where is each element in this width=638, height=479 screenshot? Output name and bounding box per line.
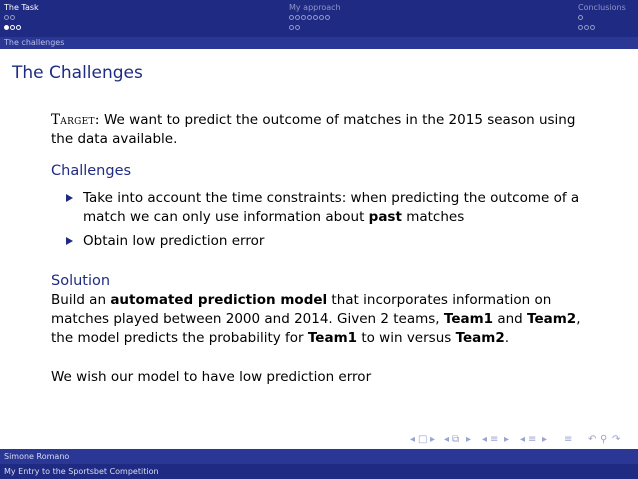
navigation-symbols [410, 433, 632, 447]
nav-slide-dots-row [289, 15, 341, 23]
footer-author: Simone Romano [4, 452, 70, 461]
nav-subsection-right-icon[interactable]: ▸ [466, 434, 472, 445]
nav-slide-dot[interactable] [10, 15, 15, 20]
solution-emphasis: Team1 [307, 330, 358, 346]
nav-doc-right-icon[interactable]: ▸ [542, 434, 548, 445]
bullet-triangle-icon [66, 237, 73, 245]
solution-emphasis: Team2 [527, 311, 577, 327]
nav-section-the-task[interactable] [4, 3, 39, 33]
target-label: Target: [51, 112, 100, 128]
solution-paragraph [51, 291, 601, 348]
nav-section-icon[interactable]: ≡ [490, 434, 499, 445]
solution-text: , the model predicts the probability for [51, 311, 581, 346]
nav-slide-dot[interactable] [295, 25, 300, 30]
section-navigation-bar [0, 0, 638, 37]
nav-slide-dot[interactable] [4, 15, 9, 20]
slide-content [51, 111, 601, 387]
nav-section-right-icon[interactable]: ▸ [504, 434, 510, 445]
subsection-bar [0, 37, 638, 49]
nav-section-conclusions[interactable] [578, 3, 626, 33]
nav-slide-dot[interactable] [10, 25, 15, 30]
nav-slide-dot[interactable] [289, 25, 294, 30]
list-item [51, 189, 601, 227]
solution-text: and [493, 311, 528, 327]
nav-slide-dots-row [578, 25, 626, 33]
challenges-heading: Challenges [51, 163, 132, 179]
nav-section-title[interactable]: Conclusions [578, 3, 626, 12]
solution-text: to win versus [357, 330, 456, 346]
target-paragraph [51, 111, 601, 149]
nav-slide-dots-row [4, 15, 39, 23]
nav-slide-dot[interactable] [578, 25, 583, 30]
solution-heading: Solution [51, 273, 111, 289]
nav-frame-right-icon[interactable]: ▸ [430, 434, 436, 445]
nav-doc-left-icon[interactable]: ◂ [520, 434, 526, 445]
nav-slide-dot[interactable] [301, 15, 306, 20]
nav-back-icon[interactable]: ↶ [588, 434, 597, 445]
nav-slide-dot[interactable] [578, 15, 583, 20]
nav-slide-dots-row [289, 25, 341, 33]
list-item-text: matches [401, 209, 465, 225]
nav-doc-icon[interactable]: ≡ [528, 434, 537, 445]
closing-statement: We wish our model to have low prediction error [51, 369, 372, 385]
nav-forward-icon[interactable]: ↷ [612, 434, 621, 445]
solution-emphasis: automated prediction model [110, 292, 328, 308]
nav-section-title[interactable]: The Task [4, 3, 39, 12]
solution-text: . [504, 330, 510, 346]
frame-title: The Challenges [12, 63, 143, 83]
nav-search-icon[interactable]: ⚲ [600, 434, 608, 445]
nav-slide-dots-row [4, 25, 39, 33]
list-item-text: Take into account the time constraints: when predicting the outcome of a match we can only use information about [83, 190, 580, 225]
nav-slide-dots-row [578, 15, 626, 23]
nav-section-my-approach[interactable] [289, 3, 341, 33]
challenges-list [51, 189, 601, 251]
footer-talk-title: My Entry to the Sportsbet Competition [4, 467, 159, 476]
nav-slide-dot[interactable] [307, 15, 312, 20]
nav-slide-dot[interactable] [325, 15, 330, 20]
list-item-emphasis: past [368, 209, 402, 225]
nav-frame-left-icon[interactable]: ◂ [410, 434, 416, 445]
nav-current-slide-dot[interactable] [4, 25, 9, 30]
nav-subsection-icon[interactable]: ⧉ [452, 434, 460, 445]
subsection-title[interactable]: The challenges [4, 38, 65, 47]
nav-section-title[interactable]: My approach [289, 3, 341, 12]
nav-slide-dot[interactable] [590, 25, 595, 30]
nav-slide-dot[interactable] [289, 15, 294, 20]
solution-text: Build an [51, 292, 111, 308]
target-text: We want to predict the outcome of matches in the 2015 season using the data available. [51, 112, 576, 147]
nav-frame-icon[interactable]: □ [418, 434, 428, 445]
footer-author-bar [0, 449, 638, 464]
nav-subsection-left-icon[interactable]: ◂ [444, 434, 450, 445]
nav-align-icon[interactable]: ≡ [564, 434, 573, 445]
nav-slide-dot[interactable] [584, 25, 589, 30]
solution-emphasis: Team2 [455, 330, 505, 346]
footer-title-bar [0, 464, 638, 479]
list-item [51, 232, 601, 251]
solution-text: that incorporates information on matches played between 2000 and 2014. Given 2 teams, [51, 292, 552, 327]
nav-slide-dot[interactable] [16, 25, 21, 30]
list-item-text: Obtain low prediction error [83, 233, 265, 249]
solution-emphasis: Team1 [443, 311, 494, 327]
bullet-triangle-icon [66, 194, 73, 202]
nav-slide-dot[interactable] [313, 15, 318, 20]
nav-slide-dot[interactable] [295, 15, 300, 20]
nav-slide-dot[interactable] [319, 15, 324, 20]
nav-section-left-icon[interactable]: ◂ [482, 434, 488, 445]
